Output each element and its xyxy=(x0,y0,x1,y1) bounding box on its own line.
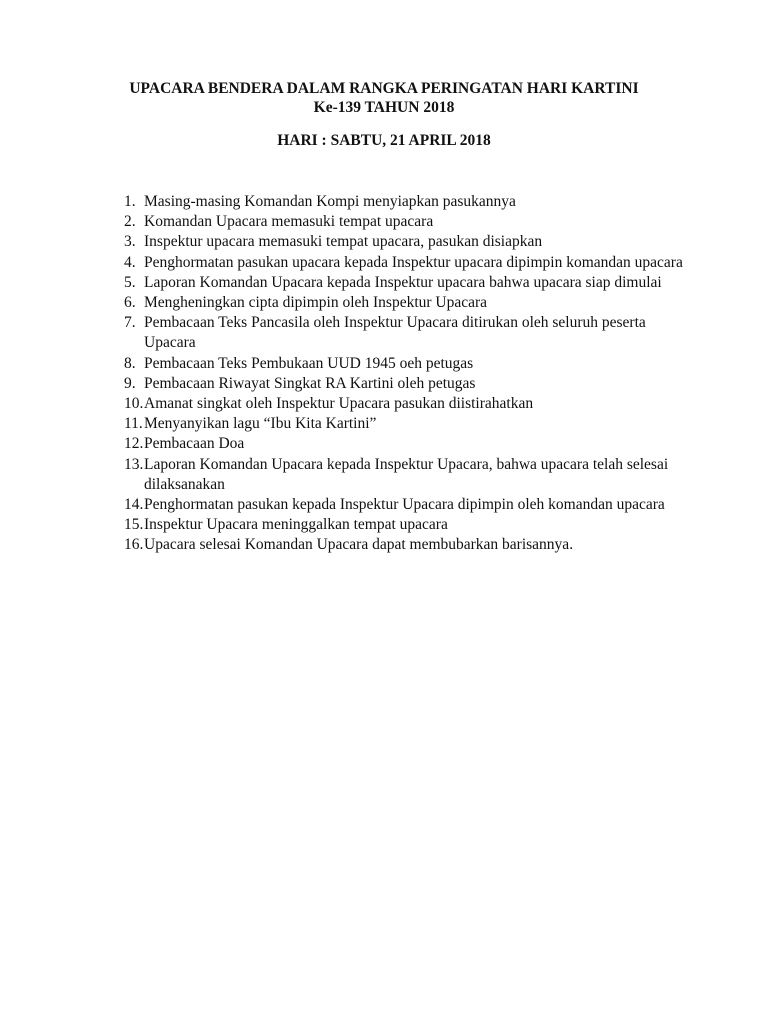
item-text: Masing-masing Komandan Kompi menyiapkan pasukannya xyxy=(144,193,516,210)
document-subtitle: Ke-139 TAHUN 2018 xyxy=(313,99,455,116)
item-text: Penghormatan pasukan kepada Inspektur Upacara dipimpin oleh komandan upacara xyxy=(144,496,665,514)
item-number: 2. xyxy=(124,213,136,231)
item-number: 9. xyxy=(124,374,136,392)
item-number: 12. xyxy=(124,435,144,453)
agenda-list xyxy=(106,192,686,556)
item-number: 13. xyxy=(124,455,144,473)
item-text: Pembacaan Teks Pembukaan UUD 1945 oeh petugas xyxy=(144,354,474,372)
list-item xyxy=(106,434,686,454)
list-item xyxy=(106,495,686,515)
item-number: 4. xyxy=(124,253,136,271)
list-item xyxy=(106,192,686,212)
item-number: 11. xyxy=(124,415,143,433)
item-text: Laporan Komandan Upacara kepada Inspektur upacara bahwa upacara siap dimulai xyxy=(144,273,662,291)
list-item xyxy=(106,374,686,394)
list-item xyxy=(106,455,686,495)
item-text: Mengheningkan cipta dipimpin oleh Inspektur Upacara xyxy=(144,294,488,312)
item-number: 16. xyxy=(124,536,144,554)
item-text: Pembacaan Riwayat Singkat RA Kartini oleh petugas xyxy=(144,374,476,392)
list-item xyxy=(106,273,686,293)
item-number: 3. xyxy=(124,233,136,251)
item-text: Komandan Upacara memasuki tempat upacara xyxy=(144,213,434,231)
document-title: UPACARA BENDERA DALAM RANGKA PERINGATAN HARI KARTINI xyxy=(129,80,639,97)
list-item xyxy=(106,414,686,434)
list-item xyxy=(106,253,686,273)
item-number: 14. xyxy=(124,496,144,514)
item-text: Amanat singkat oleh Inspektur Upacara pasukan diistirahatkan xyxy=(144,395,534,413)
item-text: Pembacaan Teks Pancasila oleh Inspektur Upacara ditirukan oleh seluruh peserta Upacara xyxy=(144,314,646,352)
item-text: Upacara selesai Komandan Upacara dapat membubarkan barisannya. xyxy=(144,536,574,554)
item-number: 7. xyxy=(124,314,136,332)
list-item xyxy=(106,535,686,555)
list-item xyxy=(106,212,686,232)
item-text: Laporan Komandan Upacara kepada Inspektur Upacara, bahwa upacara telah selesai dilaksanakan xyxy=(144,455,669,493)
item-text: Pembacaan Doa xyxy=(144,435,245,453)
item-number: 5. xyxy=(124,273,136,291)
item-text: Penghormatan pasukan upacara kepada Inspektur upacara dipimpin komandan upacara xyxy=(144,253,683,271)
item-number: 6. xyxy=(124,294,136,312)
item-number: 15. xyxy=(124,516,144,534)
document-date: HARI : SABTU, 21 APRIL 2018 xyxy=(277,132,491,149)
item-text: Inspektur Upacara meninggalkan tempat upacara xyxy=(144,516,448,534)
list-item xyxy=(106,394,686,414)
list-item xyxy=(106,515,686,535)
item-number: 1. xyxy=(124,193,136,210)
list-item xyxy=(106,313,686,353)
list-item xyxy=(106,354,686,374)
item-text: Menyanyikan lagu “Ibu Kita Kartini” xyxy=(144,415,377,433)
item-number: 8. xyxy=(124,354,136,372)
item-number: 10. xyxy=(124,395,144,413)
item-text: Inspektur upacara memasuki tempat upacara, pasukan disiapkan xyxy=(144,233,543,251)
list-item xyxy=(106,293,686,313)
list-item xyxy=(106,232,686,252)
